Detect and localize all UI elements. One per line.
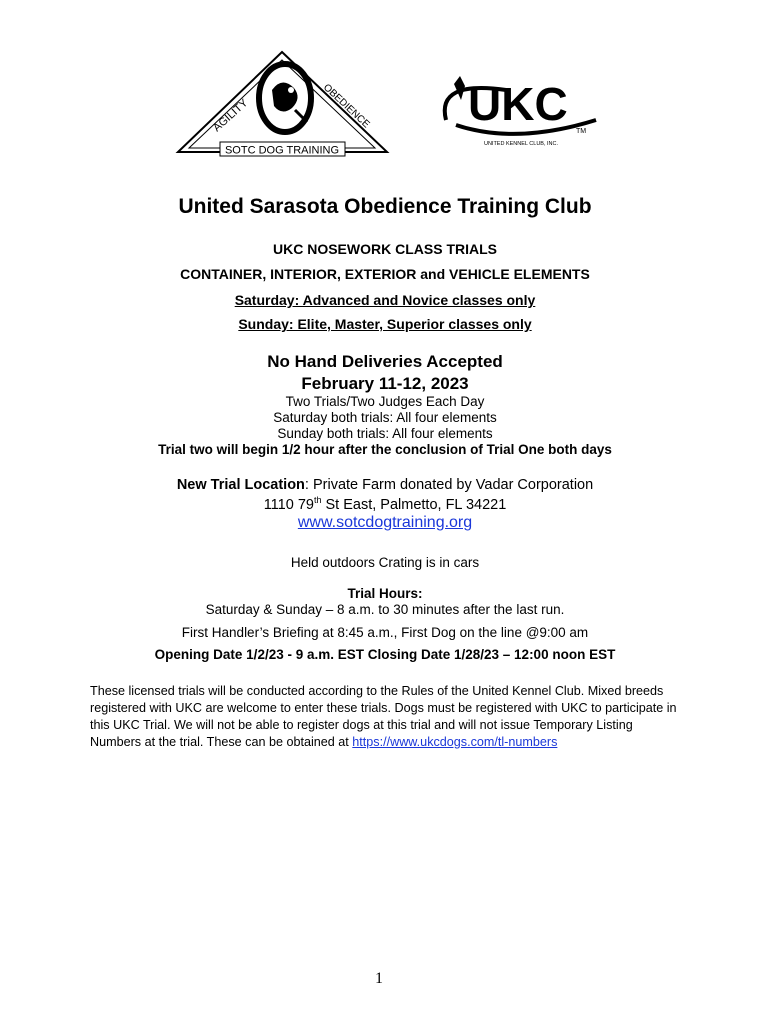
page-title: United Sarasota Obedience Training Club — [178, 195, 592, 218]
trial-two-start: Trial two will begin 1/2 hour after the conclusion of Trial One both days — [158, 442, 612, 457]
logo-row — [0, 50, 770, 160]
page-number: 1 — [375, 970, 383, 987]
ukc-tl-numbers-link[interactable]: https://www.ukcdogs.com/tl-numbers — [352, 735, 558, 749]
website-row — [0, 514, 770, 532]
saturday-elements: Saturday both trials: All four elements — [273, 410, 497, 425]
trials-judges: Two Trials/Two Judges Each Day — [285, 394, 485, 409]
svg-text:TM: TM — [576, 128, 587, 135]
rules-text: These licensed trials will be conducted according to the Rules of the United Kennel Club. Mixed breeds registered with UKC are welcome to enter these trials. Dogs must be registered with UKC to participate in this UKC Trial. We will not be able to register dogs at this trial and will not issue Temporary Listing Numbers at the trial. These can be obtained at — [90, 684, 677, 749]
ukc-logo — [436, 70, 606, 150]
sotc-dog-training-logo — [175, 50, 390, 160]
trial-hours-label: Trial Hours: — [347, 586, 423, 601]
sunday-classes: Sunday: Elite, Master, Superior classes only — [238, 316, 532, 332]
svg-text:UKC: UKC — [468, 78, 568, 130]
sunday-elements: Sunday both trials: All four elements — [277, 426, 493, 441]
saturday-classes: Saturday: Advanced and Novice classes only — [234, 292, 536, 308]
trial-hours: Saturday & Sunday – 8 a.m. to 30 minutes after the last run. — [205, 602, 565, 617]
website-link[interactable]: www.sotcdogtraining.org — [297, 514, 473, 531]
no-hand-deliveries: No Hand Deliveries Accepted — [267, 352, 503, 371]
opening-closing-dates: Opening Date 1/2/23 - 9 a.m. EST Closing Date 1/28/23 – 12:00 noon EST — [154, 647, 616, 662]
location-address: 1110 79th St East, Palmetto, FL 34221 — [263, 495, 507, 513]
svg-text:AGILITY: AGILITY — [210, 97, 251, 135]
trial-dates: February 11-12, 2023 — [301, 374, 469, 393]
handler-briefing: First Handler’s Briefing at 8:45 a.m., First Dog on the line @9:00 am — [181, 625, 589, 640]
event-type-heading: UKC NOSEWORK CLASS TRIALS — [273, 241, 497, 257]
rules-paragraph — [90, 683, 680, 751]
location-label: New Trial Location — [176, 477, 305, 493]
svg-text:OBEDIENCE: OBEDIENCE — [320, 82, 372, 131]
held-outdoors: Held outdoors Crating is in cars — [290, 555, 480, 570]
elements-heading: CONTAINER, INTERIOR, EXTERIOR and VEHICLE ELEMENTS — [180, 266, 590, 282]
trial-location — [0, 477, 770, 493]
location-text: : Private Farm donated by Vadar Corporation — [304, 477, 594, 493]
svg-text:UNITED KENNEL CLUB, INC.: UNITED KENNEL CLUB, INC. — [483, 141, 559, 147]
svg-text:SOTC DOG TRAINING: SOTC DOG TRAINING — [224, 144, 340, 157]
